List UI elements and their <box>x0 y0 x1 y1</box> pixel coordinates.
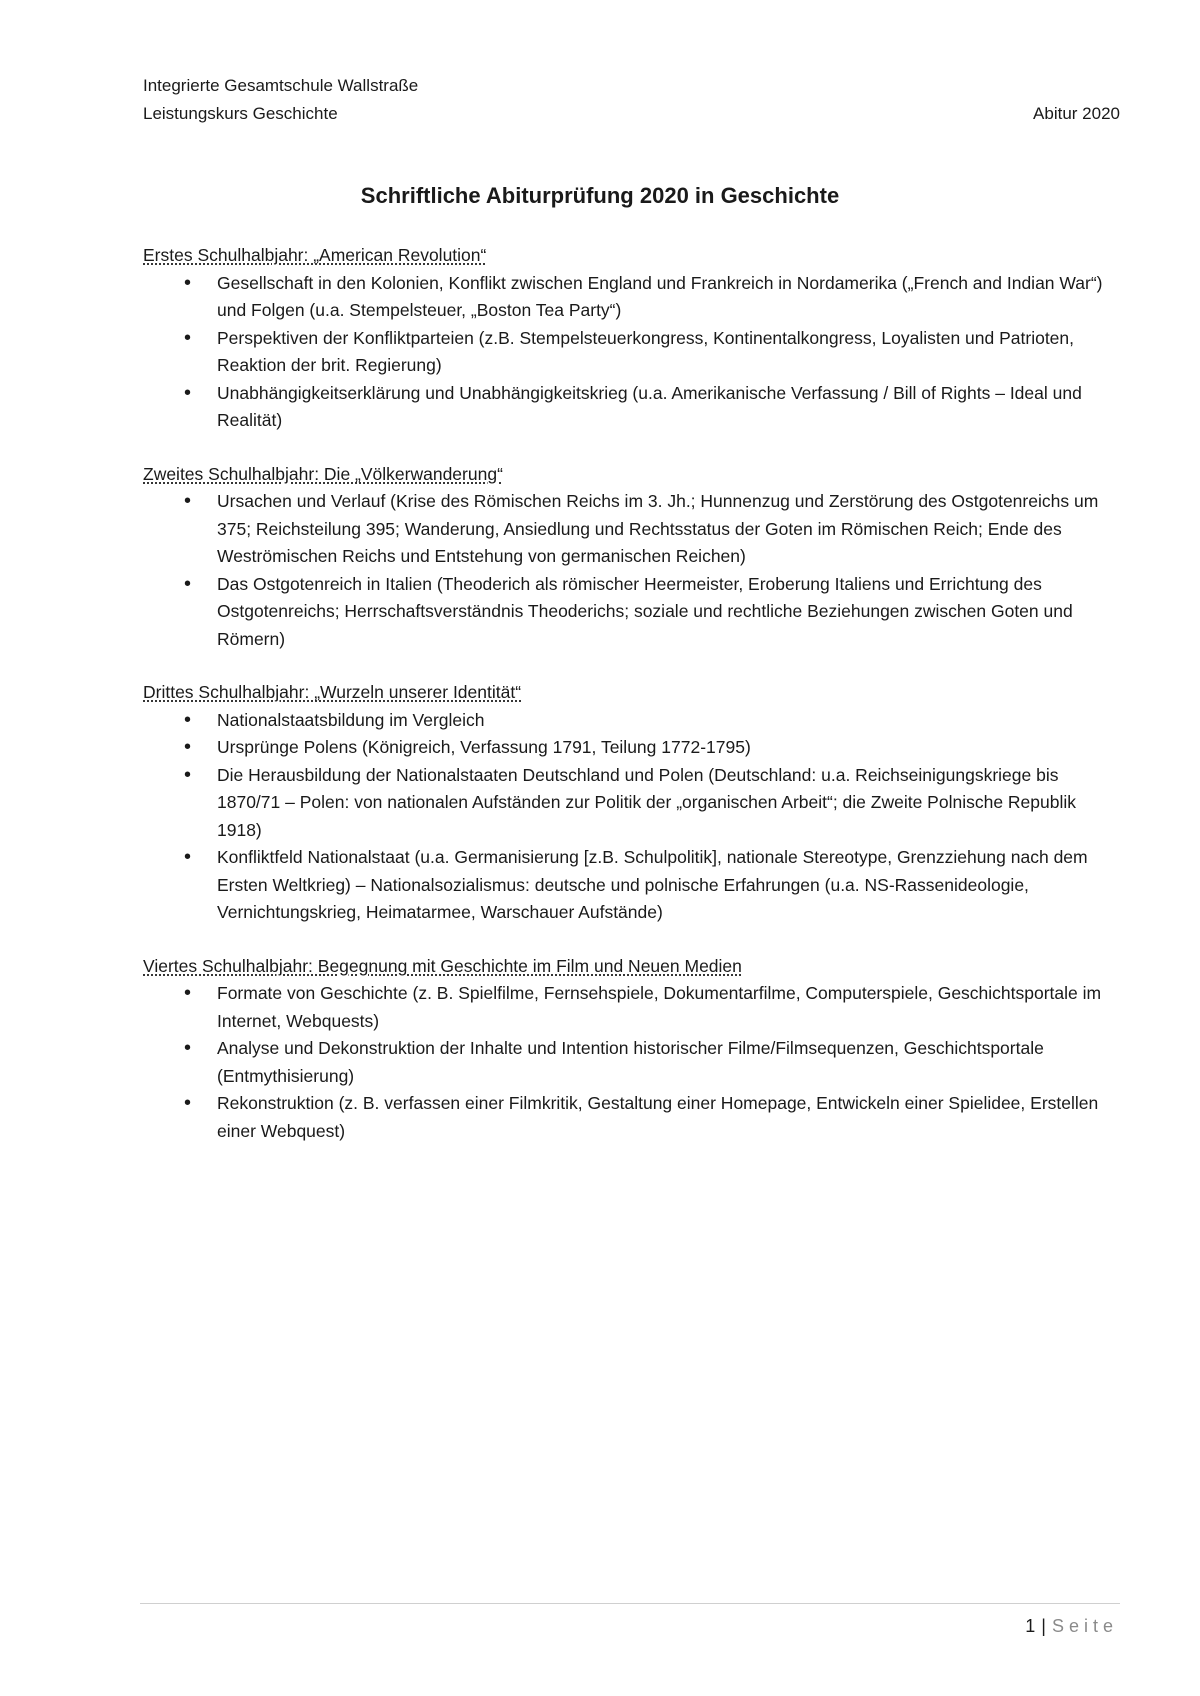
section-first-semester <box>143 242 1122 435</box>
document-content <box>143 242 1122 1171</box>
footer-divider <box>140 1603 1120 1604</box>
header-row-school <box>143 72 1120 100</box>
section-heading: Viertes Schulhalbjahr: Begegnung mit Geschichte im Film und Neuen Medien <box>143 955 742 976</box>
exam-label: Abitur 2020 <box>1033 104 1120 123</box>
header-row-course <box>143 100 1120 128</box>
course-name: Leistungskurs Geschichte <box>143 104 338 123</box>
topic-item: • Rekonstruktion (z. B. verfassen einer Filmkritik, Gestaltung einer Homepage, Entwickeln einer Spielidee, Erstellen einer Webquest) <box>143 1090 1122 1145</box>
page-number: 1 <box>1025 1616 1036 1636</box>
topic-item: • Unabhängigkeitserklärung und Unabhängigkeitskrieg (u.a. Amerikanische Verfassung / Bill of Rights – Ideal und Realität) <box>143 380 1122 435</box>
topic-list <box>143 270 1122 435</box>
section-second-semester <box>143 461 1122 654</box>
topic-item: • Die Herausbildung der Nationalstaaten Deutschland und Polen (Deutschland: u.a. Reichseinigungskriege bis 1870/71 – Polen: von nationalen Aufständen zur Politik der „organischen Arbeit“; die Zweite Polnische Republik 1918) <box>143 762 1122 845</box>
section-heading: Erstes Schulhalbjahr: „American Revolution“ <box>143 245 487 265</box>
section-heading: Drittes Schulhalbjahr: „Wurzeln unserer Identität“ <box>143 682 522 702</box>
topic-list <box>143 707 1122 927</box>
topic-list <box>143 980 1122 1145</box>
section-heading: Zweites Schulhalbjahr: Die „Völkerwanderung“ <box>143 463 503 484</box>
topic-item: • Ursprünge Polens (Königreich, Verfassung 1791, Teilung 1772-1795) <box>143 734 1122 762</box>
section-third-semester <box>143 679 1122 927</box>
document-title: Schriftliche Abiturprüfung 2020 in Geschichte <box>360 183 840 208</box>
school-name: Integrierte Gesamtschule Wallstraße <box>143 76 419 95</box>
topic-list <box>143 488 1122 653</box>
topic-item: • Perspektiven der Konfliktparteien (z.B. Stempelsteuerkongress, Kontinentalkongress, Loyalisten und Patrioten, Reaktion der brit. Regierung) <box>143 325 1122 380</box>
topic-item: • Ursachen und Verlauf (Krise des Römischen Reichs im 3. Jh.; Hunnenzug und Zerstörung des Ostgotenreichs um 375; Reichsteilung 395; Wanderung, Ansiedlung und Rechtsstatus der Goten im Römischen Reich; Ende des Weströmischen Reichs und Entstehung von germanischen Reichen) <box>143 488 1122 571</box>
topic-item: • Gesellschaft in den Kolonien, Konflikt zwischen England und Frankreich in Nordamerika („French and Indian War“) und Folgen (u.a. Stempelsteuer, „Boston Tea Party“) <box>143 270 1122 325</box>
topic-item: • Das Ostgotenreich in Italien (Theoderich als römischer Heermeister, Eroberung Italiens und Errichtung des Ostgotenreichs; Herrschaftsverständnis Theoderichs; soziale und rechtliche Beziehungen zwischen Goten und Römern) <box>143 571 1122 654</box>
topic-item: • Konfliktfeld Nationalstaat (u.a. Germanisierung [z.B. Schulpolitik], nationale Stereotype, Grenzziehung nach dem Ersten Weltkrieg) – Nationalsozialismus: deutsche und polnische Erfahrungen (u.a. NS-Rassenideologie, Vernichtungskrieg, Heimatarmee, Warschauer Aufstände) <box>143 844 1122 927</box>
footer-separator: | <box>1041 1616 1046 1636</box>
page-label: Seite <box>1051 1616 1118 1636</box>
section-fourth-semester <box>143 953 1122 1146</box>
topic-item: • Nationalstaatsbildung im Vergleich <box>143 707 1122 735</box>
topic-item: • Analyse und Dekonstruktion der Inhalte und Intention historischer Filme/Filmsequenzen, Geschichtsportale (Entmythisierung) <box>143 1035 1122 1090</box>
topic-item: • Formate von Geschichte (z. B. Spielfilme, Fernsehspiele, Dokumentarfilme, Computerspiele, Geschichtsportale im Internet, Webquests) <box>143 980 1122 1035</box>
page-header <box>143 72 1120 128</box>
page-footer <box>1025 1613 1118 1639</box>
